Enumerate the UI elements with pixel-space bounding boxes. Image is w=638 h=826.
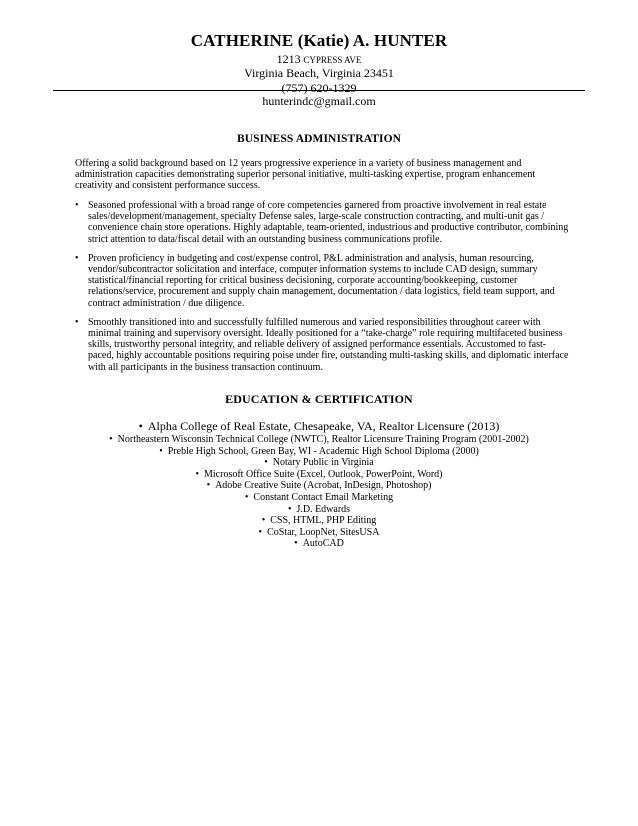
bullet-icon: • [109, 434, 113, 445]
education-item-text: Alpha College of Real Estate, Chesapeake, VA, Realtor Licensure (2013) [147, 419, 500, 433]
list-item [0, 480, 638, 492]
bullet-text: Seasoned professional with a broad range of core competencies garnered from proactive involvement in real estate sales/development/management, specialty Defense sales, large-scale construction contracting, and multi-unit gas / convenience chain store operations. Highly adaptable, team-oriented, industrious and productive contributor, combining strict attention to data/fiscal detail with an outstanding business communications profile. [88, 200, 569, 245]
street-number: 1213 [276, 52, 301, 66]
business-admin-heading: BUSINESS ADMINISTRATION [236, 133, 402, 145]
list-item [0, 469, 638, 481]
education-item-text: Microsoft Office Suite (Excel, Outlook, PowerPoint, Word) [204, 468, 443, 480]
bullet-icon: • [206, 480, 211, 492]
header-divider [53, 90, 585, 91]
street-address [0, 52, 638, 67]
phone-number: (757) 620-1329 [281, 81, 357, 95]
bullet-text: Proven proficiency in budgeting and cost/expense control, P&L administration and analysis, human resourcing, vendor/subcontractor solicitation and interface, computer information systems to include CAD design, summary statistical/financial reporting for critical business decisioning, corporate accounting/bookkeeping, customer relations/service, procurement and supply chain management, documentation / data logistics, field team support, and contract administration / due diligence. [88, 252, 555, 309]
bullet-text: Smoothly transitioned into and successfully fulfilled numerous and varied responsibilities throughout career with minimal training and supervisory oversight. Ideally positioned for a “take-charge” role requiring multifaceted business skills, trustworthy personal integrity, and reliable delivery of assigned performance essentials. Accustomed to fast-paced, highly accountable positions requiring poise under fire, outstanding multi-tasking skills, and diplomatic interface with all participants in the business transaction continuum. [88, 316, 569, 373]
bullet-icon: • [138, 419, 143, 433]
list-item [0, 492, 638, 504]
education-item-text: Constant Contact Email Marketing [253, 491, 394, 503]
business-bullet-list [75, 200, 570, 381]
education-list [0, 420, 638, 550]
list-item [75, 317, 570, 373]
list-item [0, 457, 638, 469]
business-summary: Offering a solid background based on 12 years progressive experience in a variety of business management and administration capacities demonstrating superior personal initiative, multi-tasking expertise, program enhancement creativity and consistent performance success. [75, 158, 536, 192]
bullet-icon: • [287, 503, 292, 515]
list-item [0, 434, 638, 446]
list-item [0, 527, 638, 539]
candidate-name: CATHERINE (Katie) A. HUNTER [190, 31, 448, 50]
bullet-icon: • [294, 538, 298, 550]
education-item-text: J.D. Edwards [296, 503, 351, 515]
list-item [0, 420, 638, 433]
education-item-text: AutoCAD [302, 538, 344, 550]
email-address[interactable]: hunterindc@gmail.com [262, 94, 376, 108]
bullet-icon: • [195, 468, 199, 480]
city-state-zip: Virginia Beach, Virginia 23451 [244, 66, 394, 80]
list-item [0, 446, 638, 458]
education-item-text: Notary Public in Virginia [272, 457, 374, 469]
bullet-icon: • [75, 316, 79, 328]
bullet-icon: • [75, 200, 79, 211]
list-item [0, 538, 638, 550]
education-heading: EDUCATION & CERTIFICATION [225, 392, 413, 406]
street-name: CYPRESS AVE [303, 55, 362, 65]
bullet-icon: • [261, 515, 266, 527]
bullet-icon: • [258, 526, 263, 538]
list-item [75, 200, 570, 245]
bullet-icon: • [244, 491, 249, 503]
education-item-text: Northeastern Wisconsin Technical College (NWTC), Realtor Licensure Training Program (2001-2002) [117, 434, 529, 445]
list-item [0, 515, 638, 527]
education-item-text: Preble High School, Green Bay, WI - Academic High School Diploma (2000) [167, 445, 479, 457]
bullet-icon: • [264, 457, 268, 469]
bullet-icon: • [159, 445, 163, 457]
list-item [75, 253, 570, 309]
education-item-text: CoStar, LoopNet, SitesUSA [267, 526, 380, 538]
education-item-text: CSS, HTML, PHP Editing [270, 515, 377, 527]
education-item-text: Adobe Creative Suite (Acrobat, InDesign, Photoshop) [215, 480, 432, 492]
list-item [0, 504, 638, 516]
bullet-icon: • [75, 252, 79, 264]
